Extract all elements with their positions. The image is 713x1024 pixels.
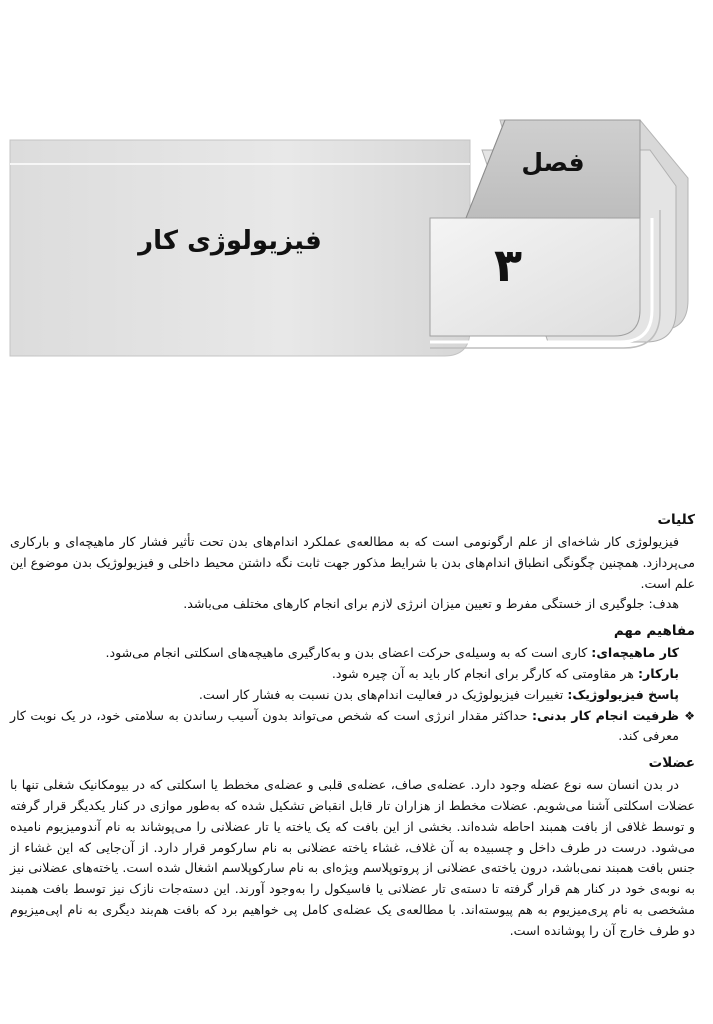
- concept-term: کار ماهیچه‌ای:: [591, 645, 679, 661]
- section-heading-general: کلیات: [657, 512, 695, 528]
- goal-paragraph: هدف: جلوگیری از خستگی مفرط و تعیین میزان انرژی لازم برای انجام کارهای مختلف می‌باشد.: [183, 596, 679, 612]
- concept-term: بارکار:: [637, 665, 679, 681]
- document-body: [10, 508, 695, 942]
- section-heading-muscles: عضلات: [648, 755, 695, 772]
- concept-term: ظرفیت انجام کار بدنی:: [531, 707, 679, 723]
- concept-item: [10, 685, 679, 706]
- chapter-number: ۳: [493, 238, 523, 292]
- concept-text: کاری است که به وسیله‌ی حرکت اعضای بدن و به‌کارگیری ماهیچه‌های اسکلتی انجام می‌شود.: [105, 645, 592, 661]
- general-paragraph: فیزیولوژی کار شاخه‌ای از علم ارگونومی است که به مطالعه‌ی عملکرد اندام‌های بدن تحت تأثیر فشار کار ماهیچه‌ای و بارکاری می‌پردازد. همچنین چگونگی انطباق اندام‌های بدن با شرایط مذکور جهت ثابت نگه داشتن محیط داخلی و فیزیولوژیک بدن موضوع این علم است.: [10, 534, 695, 591]
- concept-item: [10, 643, 679, 664]
- diamond-bullet-icon: ❖: [684, 708, 695, 723]
- concept-bullet-item: [10, 706, 695, 748]
- muscles-paragraph: در بدن انسان سه نوع عضله وجود دارد. عضله‌ی صاف، عضله‌ی قلبی و عضله‌ی مخطط یا اسکلتی که در بیومکانیک شغلی تنها با عضلات اسکلتی آشنا می‌شویم. عضلات مخطط از هزاران تار قابل انقباض تشکیل شده که به‌طور موازی در کنار یکدیگر قرار گرفته و توسط غلافی از بافت همبند احاطه شده‌اند. بخشی از این بافت که یک یاخته یا تار عضلانی را می‌پوشاند به نام آندومیزیوم نامیده می‌شود. درست در طرف داخل و چسبیده به آن غلاف، غشاء یاخته عضلانی به نام سارکومر قرار دارد. از آن‌جایی که این غشاء از جنس بافت همبند نمی‌باشد، درون یاخته‌ی عضلانی از پروتوپلاسم ویژه‌ای به نام سارکوپلاسم اشغال شده است. یاخته‌های عضلانی نیز به نوبه‌ی خود در کنار هم قرار گرفته تا دسته‌ی تار عضلانی یا فاسیکول را به‌وجود آورند. این دسته‌جات نازک نیز توسط بافت همبند مشخصی به نام پری‌میزیوم به هم پیوسته‌اند. با مطالعه‌ی یک عضله‌ی کامل پی خواهیم برد که بافت هم‌بند دیگری به نام اپی‌میزیوم دو طرف خارج آن را پوشانده است.: [10, 777, 695, 938]
- chapter-banner: [0, 0, 713, 380]
- concept-text: هر مقاومتی که کارگر برای انجام کار باید به آن چیره شود.: [331, 665, 638, 681]
- concept-text: حداکثر مقدار انرژی است که شخص می‌تواند بدون آسیب رساندن به سلامتی خود، در یک نوبت کار معرفی کند.: [10, 707, 679, 744]
- chapter-title: فیزیولوژی کار: [138, 226, 322, 256]
- concept-item: [10, 664, 679, 685]
- concept-text: تغییرات فیزیولوژیک در فعالیت اندام‌های بدن نسبت به فشار کار است.: [198, 686, 568, 702]
- section-heading-concepts: مفاهیم مهم: [613, 623, 695, 640]
- chapter-label: فصل: [521, 148, 585, 177]
- concept-term: پاسخ فیزیولوژیک:: [567, 686, 679, 702]
